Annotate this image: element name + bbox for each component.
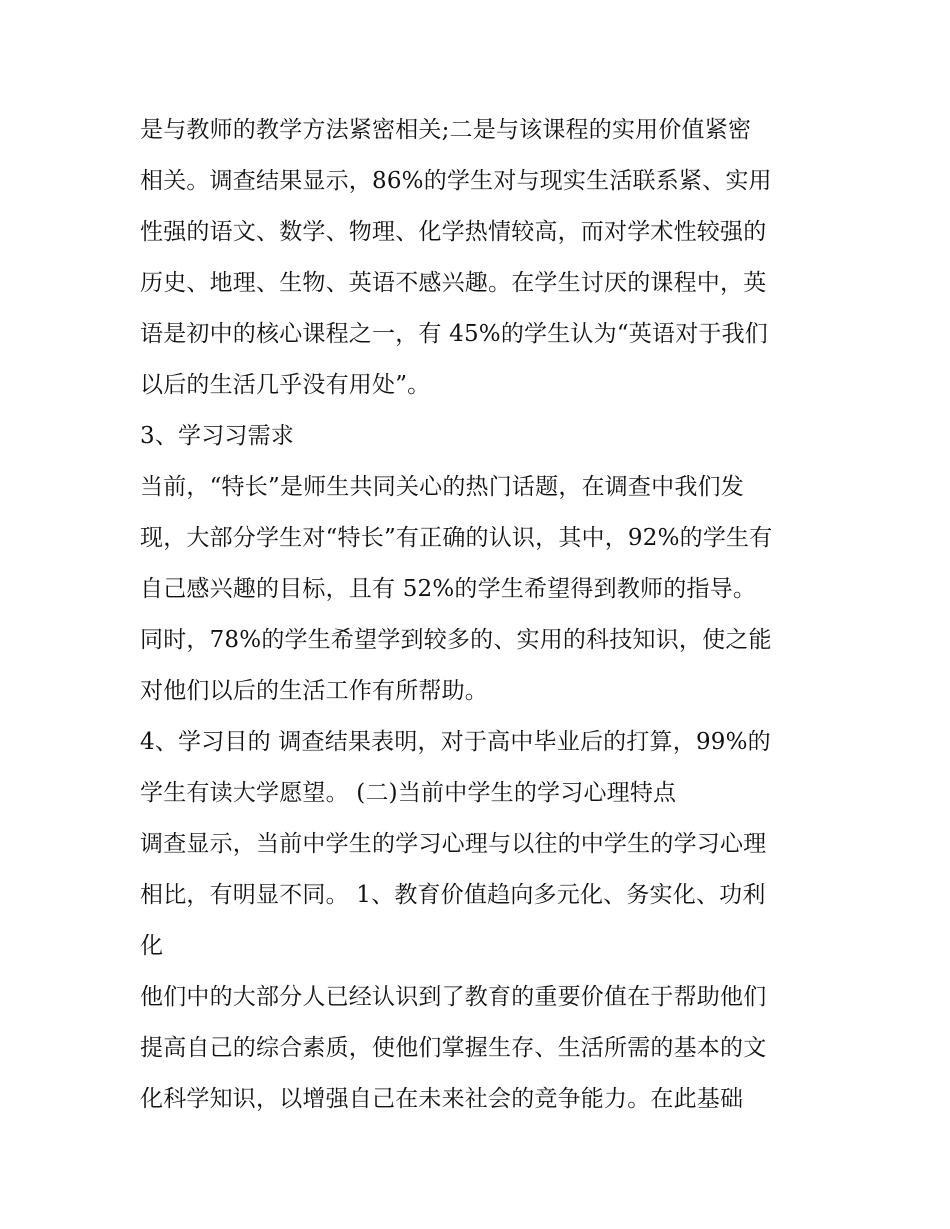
- text-line: 同时，78%的学生希望学到较多的、实用的科技知识，使之能: [140, 627, 772, 653]
- section-heading: 3、学习习需求: [140, 423, 295, 449]
- text-line: 学生有读大学愿望。 (二)当前中学生的学习心理特点: [140, 780, 677, 806]
- text-line: 历史、地理、生物、英语不感兴趣。在学生讨厌的课程中，英: [140, 270, 767, 296]
- text-line: 性强的语文、数学、物理、化学热情较高，而对学术性较强的: [140, 219, 767, 245]
- text-line: 现，大部分学生对“特长”有正确的认识，其中，92%的学生有: [140, 525, 773, 551]
- section-heading: 4、学习目的 调查结果表明，对于高中毕业后的打算，99%的: [140, 729, 771, 755]
- text-line: 对他们以后的生活工作有所帮助。: [140, 678, 488, 704]
- text-line: 相比，有明显不同。 1、教育价值趋向多元化、务实化、功利: [140, 882, 766, 908]
- text-line: 化科学知识，以增强自己在未来社会的竞争能力。在此基础: [140, 1086, 744, 1112]
- text-line: 自己感兴趣的目标，且有 52%的学生希望得到教师的指导。: [140, 576, 757, 602]
- text-line: 是与教师的教学方法紧密相关;二是与该课程的实用价值紧密: [140, 117, 752, 143]
- text-line: 以后的生活几乎没有用处”。: [140, 372, 431, 398]
- text-line: 语是初中的核心课程之一，有 45%的学生认为“英语对于我们: [140, 321, 768, 347]
- text-line: 当前，“特长”是师生共同关心的热门话题，在调查中我们发: [140, 474, 744, 500]
- text-line: 调查显示，当前中学生的学习心理与以往的中学生的学习心理: [140, 831, 767, 857]
- text-line: 提高自己的综合素质，使他们掌握生存、生活所需的基本的文: [140, 1035, 767, 1061]
- text-line: 他们中的大部分人已经认识到了教育的重要价值在于帮助他们: [140, 984, 767, 1010]
- text-line: 相关。调查结果显示，86%的学生对与现实生活联系紧、实用: [140, 168, 772, 194]
- text-line: 化: [140, 933, 164, 959]
- document-body: [140, 105, 820, 1125]
